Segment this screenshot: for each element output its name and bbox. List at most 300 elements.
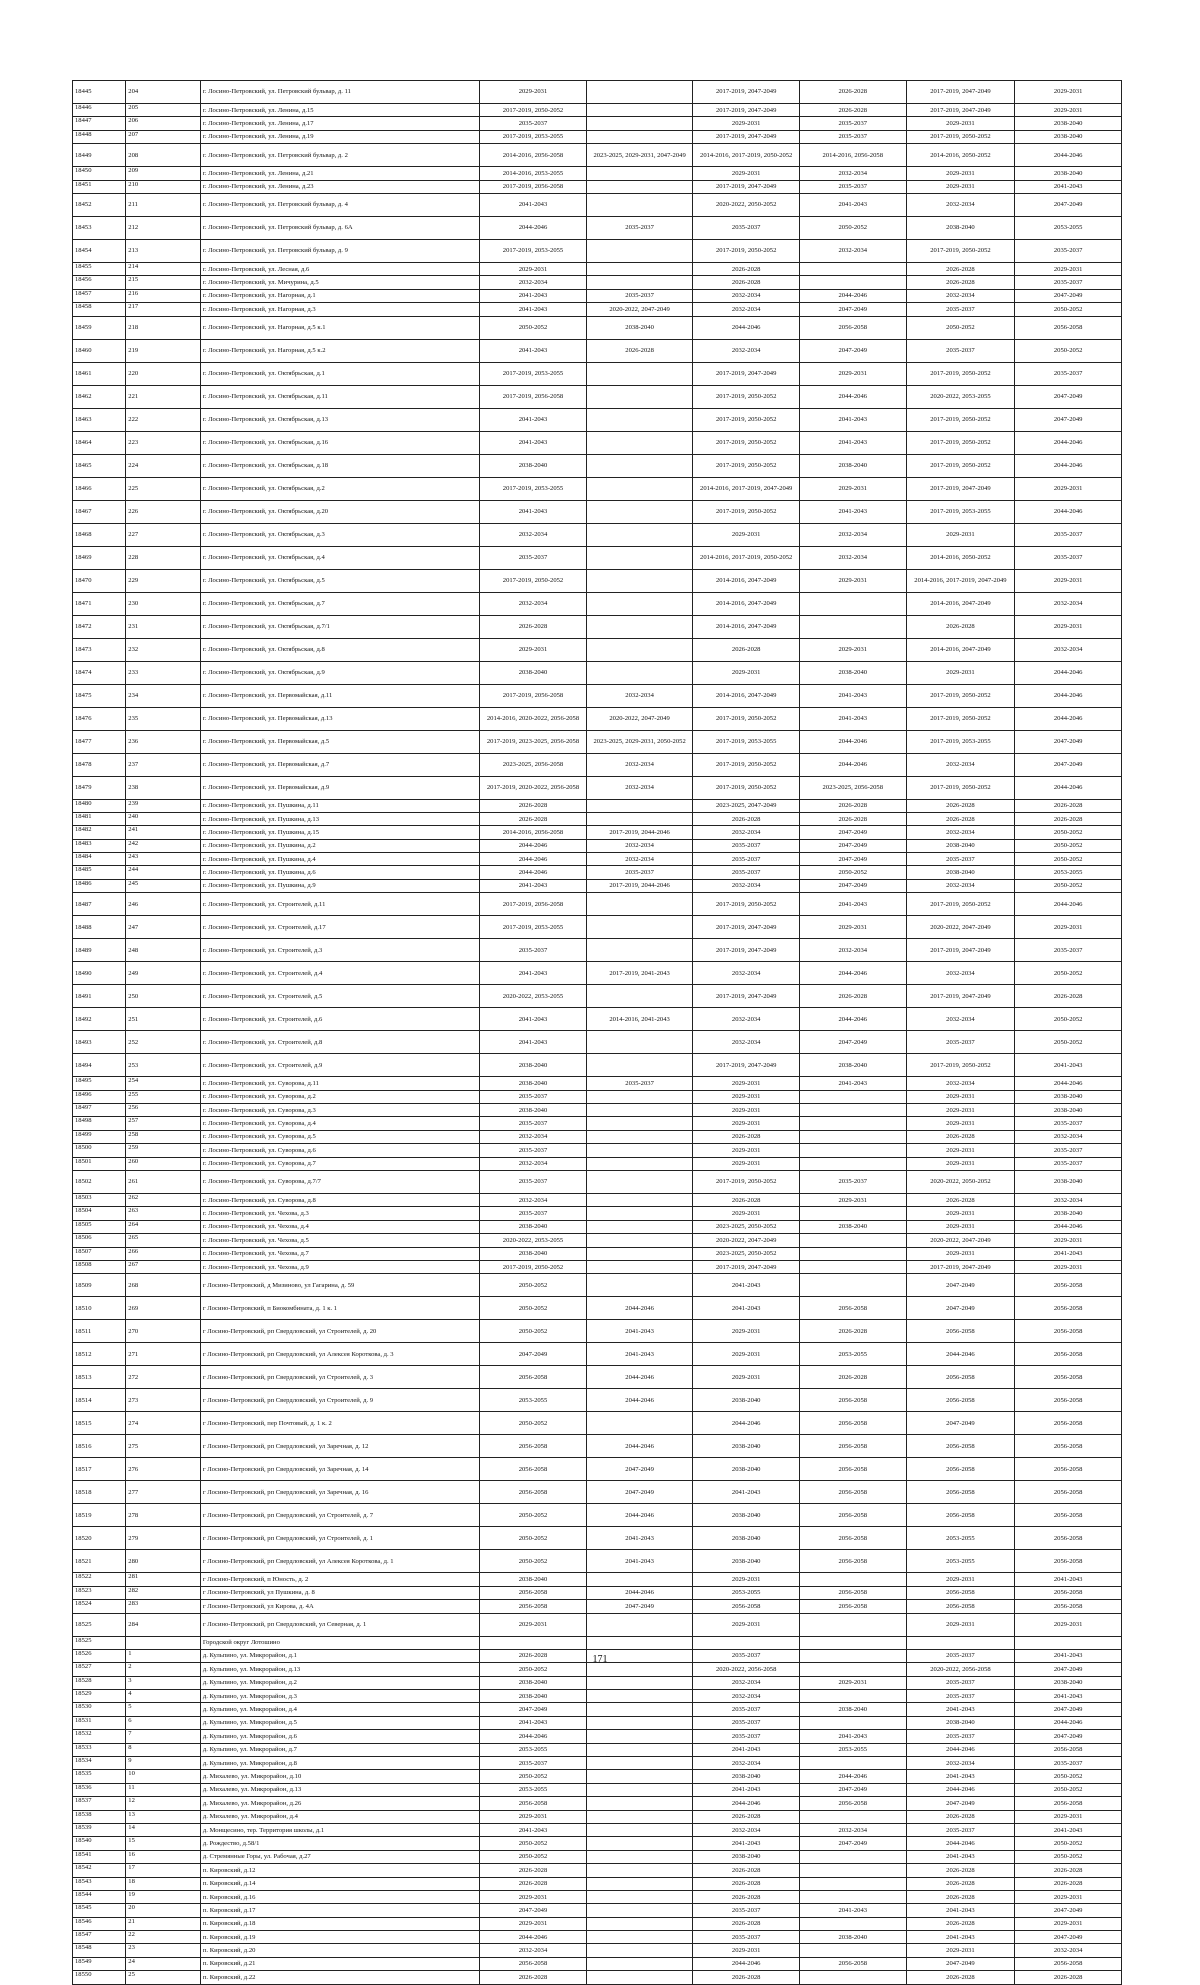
period-cell-2: 2041-2043 bbox=[586, 1550, 693, 1573]
item-number-cell: 12 bbox=[126, 1797, 201, 1810]
row-number-cell: 18510 bbox=[73, 1297, 126, 1320]
row-number-cell: 18505 bbox=[73, 1220, 126, 1233]
address-cell: г. Лосино-Петровский, ул. Пушкина, д.13 bbox=[200, 812, 479, 825]
period-cell-1: 2017-2019, 2020-2022, 2056-2058 bbox=[480, 776, 587, 799]
period-cell-2: 2017-2019, 2041-2043 bbox=[586, 962, 693, 985]
period-cell-5: 2020-2022, 2047-2049 bbox=[906, 916, 1015, 939]
period-cell-3: 2020-2022, 2056-2058 bbox=[693, 1663, 800, 1676]
item-number-cell: 226 bbox=[126, 500, 201, 523]
period-cell-4: 2041-2043 bbox=[799, 500, 906, 523]
address-cell: г. Лосино-Петровский, ул. Октябрьская, д.4 bbox=[200, 546, 479, 569]
period-cell-5: 2017-2019, 2047-2049 bbox=[906, 939, 1015, 962]
address-cell: п. Кировский, д.14 bbox=[200, 1877, 479, 1890]
address-cell: г. Лосино-Петровский, ул. Первомайская, д.11 bbox=[200, 684, 479, 707]
row-number-cell: 18536 bbox=[73, 1783, 126, 1796]
period-cell-2: 2032-2034 bbox=[586, 853, 693, 866]
table-row bbox=[73, 1600, 1122, 1613]
row-number-cell: 18446 bbox=[73, 104, 126, 117]
period-cell-2: 2032-2034 bbox=[586, 684, 693, 707]
period-cell-3: 2035-2037 bbox=[693, 1649, 800, 1662]
address-cell: г Лосино-Петровский, п Юность, д. 2 bbox=[200, 1573, 479, 1586]
table-row bbox=[73, 684, 1122, 707]
address-cell: г. Лосино-Петровский, ул. Пушкина, д.15 bbox=[200, 826, 479, 839]
period-cell-5: 2038-2040 bbox=[906, 216, 1015, 239]
period-cell-4: 2023-2025, 2056-2058 bbox=[799, 776, 906, 799]
period-cell-3: 2038-2040 bbox=[693, 1435, 800, 1458]
period-cell-4: 2053-2055 bbox=[799, 1343, 906, 1366]
table-row bbox=[73, 1458, 1122, 1481]
period-cell-6: 2029-2031 bbox=[1015, 477, 1122, 500]
document-sheet bbox=[72, 80, 1122, 1985]
period-cell-1: 2056-2058 bbox=[480, 1797, 587, 1810]
row-number-cell: 18461 bbox=[73, 362, 126, 385]
period-cell-6: 2029-2031 bbox=[1015, 1917, 1122, 1930]
period-cell-1: 2041-2043 bbox=[480, 193, 587, 216]
period-cell-1: 2020-2022, 2053-2055 bbox=[480, 985, 587, 1008]
period-cell-4: 2047-2049 bbox=[799, 879, 906, 892]
item-number-cell: 260 bbox=[126, 1157, 201, 1170]
period-cell-1: 2035-2037 bbox=[480, 1207, 587, 1220]
period-cell-3: 2035-2037 bbox=[693, 1730, 800, 1743]
row-number-cell: 18548 bbox=[73, 1944, 126, 1957]
period-cell-4: 2038-2040 bbox=[799, 1054, 906, 1077]
address-cell: г. Лосино-Петровский, ул. Чехова, д.7 bbox=[200, 1247, 479, 1260]
item-number-cell: 211 bbox=[126, 193, 201, 216]
item-number-cell: 224 bbox=[126, 454, 201, 477]
table-row bbox=[73, 812, 1122, 825]
table-row bbox=[73, 569, 1122, 592]
row-number-cell: 18463 bbox=[73, 408, 126, 431]
period-cell-5: 2026-2028 bbox=[906, 262, 1015, 275]
period-cell-4: 2047-2049 bbox=[799, 303, 906, 316]
period-cell-3: 2017-2019, 2050-2052 bbox=[693, 753, 800, 776]
period-cell-2 bbox=[586, 180, 693, 193]
period-cell-6: 2050-2052 bbox=[1015, 879, 1122, 892]
item-number-cell: 254 bbox=[126, 1077, 201, 1090]
item-number-cell: 273 bbox=[126, 1389, 201, 1412]
period-cell-4: 2044-2046 bbox=[799, 730, 906, 753]
period-cell-2: 2023-2025, 2029-2031, 2047-2049 bbox=[586, 144, 693, 167]
period-cell-1: 2038-2040 bbox=[480, 1104, 587, 1117]
period-cell-2: 2020-2022, 2047-2049 bbox=[586, 707, 693, 730]
period-cell-6: 2047-2049 bbox=[1015, 753, 1122, 776]
period-cell-5: 2032-2034 bbox=[906, 826, 1015, 839]
period-cell-3: 2029-2031 bbox=[693, 1207, 800, 1220]
row-number-cell: 18493 bbox=[73, 1031, 126, 1054]
period-cell-3: 2017-2019, 2050-2052 bbox=[693, 408, 800, 431]
period-cell-4: 2047-2049 bbox=[799, 839, 906, 852]
item-number-cell: 237 bbox=[126, 753, 201, 776]
period-cell-2 bbox=[586, 1944, 693, 1957]
period-cell-5: 2038-2040 bbox=[906, 839, 1015, 852]
item-number-cell: 232 bbox=[126, 638, 201, 661]
period-cell-1: 2014-2016, 2056-2058 bbox=[480, 144, 587, 167]
period-cell-2 bbox=[586, 385, 693, 408]
period-cell-3: 2032-2034 bbox=[693, 1031, 800, 1054]
address-cell: г. Лосино-Петровский, ул. Строителей, д.3 bbox=[200, 939, 479, 962]
address-cell: д. Кульпино, ул. Микрорайон, д.2 bbox=[200, 1676, 479, 1689]
period-cell-3: 2017-2019, 2047-2049 bbox=[693, 985, 800, 1008]
address-cell: г Лосино-Петровский, пер Почтовый, д. 1 к. 2 bbox=[200, 1412, 479, 1435]
table-row bbox=[73, 707, 1122, 730]
period-cell-5: 2029-2031 bbox=[906, 167, 1015, 180]
period-cell-3: 2029-2031 bbox=[693, 1944, 800, 1957]
period-cell-4: 2026-2028 bbox=[799, 799, 906, 812]
period-cell-2 bbox=[586, 1412, 693, 1435]
period-cell-2: 2032-2034 bbox=[586, 776, 693, 799]
address-cell: д. Монщесино, тер. Территория школы, д.1 bbox=[200, 1823, 479, 1836]
table-row bbox=[73, 1343, 1122, 1366]
period-cell-3: 2044-2046 bbox=[693, 1957, 800, 1970]
period-cell-6: 2050-2052 bbox=[1015, 1770, 1122, 1783]
address-cell: г Лосино-Петровский, ул Пушкина, д. 8 bbox=[200, 1586, 479, 1599]
table-row bbox=[73, 303, 1122, 316]
row-number-cell: 18521 bbox=[73, 1550, 126, 1573]
period-cell-6: 2032-2034 bbox=[1015, 1193, 1122, 1206]
period-cell-4: 2056-2058 bbox=[799, 1412, 906, 1435]
period-cell-1: 2047-2049 bbox=[480, 1343, 587, 1366]
table-row bbox=[73, 1144, 1122, 1157]
period-cell-3: 2026-2028 bbox=[693, 1971, 800, 1984]
period-cell-3: 2056-2058 bbox=[693, 1600, 800, 1613]
table-row bbox=[73, 1757, 1122, 1770]
period-cell-3: 2017-2019, 2047-2049 bbox=[693, 916, 800, 939]
row-number-cell: 18487 bbox=[73, 893, 126, 916]
table-row bbox=[73, 1481, 1122, 1504]
item-number-cell: 15 bbox=[126, 1837, 201, 1850]
period-cell-3: 2032-2034 bbox=[693, 879, 800, 892]
period-cell-1: 2014-2016, 2020-2022, 2056-2058 bbox=[480, 707, 587, 730]
address-cell: г. Лосино-Петровский, ул. Октябрьская, д.8 bbox=[200, 638, 479, 661]
period-cell-3: 2032-2034 bbox=[693, 1757, 800, 1770]
address-cell: г. Лосино-Петровский, ул. Октябрьская, д.5 bbox=[200, 569, 479, 592]
period-cell-3: 2035-2037 bbox=[693, 839, 800, 852]
period-cell-6: 2050-2052 bbox=[1015, 1783, 1122, 1796]
table-row bbox=[73, 1904, 1122, 1917]
period-cell-1: 2041-2043 bbox=[480, 289, 587, 302]
period-cell-3: 2026-2028 bbox=[693, 638, 800, 661]
row-number-cell: 18469 bbox=[73, 546, 126, 569]
row-number-cell: 18537 bbox=[73, 1797, 126, 1810]
period-cell-1: 2041-2043 bbox=[480, 879, 587, 892]
period-cell-2 bbox=[586, 1031, 693, 1054]
period-cell-2: 2032-2034 bbox=[586, 839, 693, 852]
period-cell-5: 2017-2019, 2050-2052 bbox=[906, 130, 1015, 143]
table-row bbox=[73, 117, 1122, 130]
item-number-cell: 10 bbox=[126, 1770, 201, 1783]
address-cell: г. Лосино-Петровский, ул. Октябрьская, д.20 bbox=[200, 500, 479, 523]
period-cell-5: 2029-2031 bbox=[906, 1220, 1015, 1233]
period-cell-6: 2056-2058 bbox=[1015, 1957, 1122, 1970]
period-cell-6: 2050-2052 bbox=[1015, 826, 1122, 839]
period-cell-4 bbox=[799, 1144, 906, 1157]
address-cell: Городской округ Лотошино bbox=[200, 1636, 479, 1649]
period-cell-4: 2041-2043 bbox=[799, 408, 906, 431]
period-cell-3 bbox=[693, 1636, 800, 1649]
period-cell-4: 2029-2031 bbox=[799, 362, 906, 385]
item-number-cell: 230 bbox=[126, 592, 201, 615]
period-cell-5: 2041-2043 bbox=[906, 1703, 1015, 1716]
period-cell-5: 2032-2034 bbox=[906, 193, 1015, 216]
item-number-cell: 256 bbox=[126, 1104, 201, 1117]
table-row bbox=[73, 962, 1122, 985]
table-row bbox=[73, 546, 1122, 569]
period-cell-1: 2050-2052 bbox=[480, 1297, 587, 1320]
period-cell-2 bbox=[586, 1676, 693, 1689]
period-cell-4: 2029-2031 bbox=[799, 1193, 906, 1206]
row-number-cell: 18527 bbox=[73, 1663, 126, 1676]
address-cell: г Лосино-Петровский, п Биокомбината, д. 1 к. 1 bbox=[200, 1297, 479, 1320]
period-cell-4 bbox=[799, 1864, 906, 1877]
period-cell-4: 2056-2058 bbox=[799, 1504, 906, 1527]
period-cell-2 bbox=[586, 1716, 693, 1729]
period-cell-4: 2041-2043 bbox=[799, 431, 906, 454]
period-cell-3: 2032-2034 bbox=[693, 1823, 800, 1836]
item-number-cell: 240 bbox=[126, 812, 201, 825]
table-row bbox=[73, 1550, 1122, 1573]
period-cell-3: 2041-2043 bbox=[693, 1837, 800, 1850]
table-row bbox=[73, 500, 1122, 523]
period-cell-2: 2035-2037 bbox=[586, 289, 693, 302]
period-cell-1: 2050-2052 bbox=[480, 1274, 587, 1297]
period-cell-2 bbox=[586, 1864, 693, 1877]
period-cell-2 bbox=[586, 1743, 693, 1756]
period-cell-1: 2053-2055 bbox=[480, 1389, 587, 1412]
row-number-cell: 18495 bbox=[73, 1077, 126, 1090]
period-cell-1: 2041-2043 bbox=[480, 1716, 587, 1729]
period-cell-1: 2026-2028 bbox=[480, 799, 587, 812]
period-cell-6: 2050-2052 bbox=[1015, 1031, 1122, 1054]
period-cell-1: 2056-2058 bbox=[480, 1481, 587, 1504]
row-number-cell: 18471 bbox=[73, 592, 126, 615]
item-number-cell: 246 bbox=[126, 893, 201, 916]
period-cell-5: 2035-2037 bbox=[906, 1690, 1015, 1703]
period-cell-3: 2035-2037 bbox=[693, 853, 800, 866]
period-cell-2 bbox=[586, 939, 693, 962]
period-cell-3: 2023-2025, 2050-2052 bbox=[693, 1220, 800, 1233]
address-cell: г. Лосино-Петровский, ул. Октябрьская, д.3 bbox=[200, 523, 479, 546]
address-cell: г. Лосино-Петровский, ул. Петровский бульвар, д. 9 bbox=[200, 239, 479, 262]
row-number-cell: 18473 bbox=[73, 638, 126, 661]
address-cell: г Лосино-Петровский, рп Свердловский, ул Заречная, д. 14 bbox=[200, 1458, 479, 1481]
period-cell-6: 2056-2058 bbox=[1015, 1412, 1122, 1435]
row-number-cell: 18488 bbox=[73, 916, 126, 939]
period-cell-6: 2044-2046 bbox=[1015, 707, 1122, 730]
period-cell-6: 2056-2058 bbox=[1015, 1481, 1122, 1504]
item-number-cell: 266 bbox=[126, 1247, 201, 1260]
period-cell-6: 2044-2046 bbox=[1015, 776, 1122, 799]
period-cell-6: 2050-2052 bbox=[1015, 339, 1122, 362]
period-cell-2 bbox=[586, 1220, 693, 1233]
period-cell-3: 2023-2025, 2050-2052 bbox=[693, 1247, 800, 1260]
period-cell-6: 2044-2046 bbox=[1015, 454, 1122, 477]
period-cell-6: 2035-2037 bbox=[1015, 362, 1122, 385]
address-cell: г. Лосино-Петровский, ул. Нагорная, д.5 к.1 bbox=[200, 316, 479, 339]
period-cell-1: 2032-2034 bbox=[480, 1130, 587, 1143]
item-number-cell: 212 bbox=[126, 216, 201, 239]
period-cell-2 bbox=[586, 812, 693, 825]
period-cell-2 bbox=[586, 1234, 693, 1247]
period-cell-5: 2020-2022, 2056-2058 bbox=[906, 1663, 1015, 1676]
row-number-cell: 18456 bbox=[73, 276, 126, 289]
address-cell: г. Лосино-Петровский, ул. Суворова, д.7/7 bbox=[200, 1170, 479, 1193]
period-cell-5: 2017-2019, 2053-2055 bbox=[906, 500, 1015, 523]
period-cell-3: 2020-2022, 2050-2052 bbox=[693, 193, 800, 216]
address-cell: д. Кульпино, ул. Микрорайон, д.4 bbox=[200, 1703, 479, 1716]
table-row bbox=[73, 592, 1122, 615]
period-cell-1: 2041-2043 bbox=[480, 1823, 587, 1836]
address-cell: г. Лосино-Петровский, ул. Строителей, д.8 bbox=[200, 1031, 479, 1054]
period-cell-6: 2029-2031 bbox=[1015, 104, 1122, 117]
period-cell-1: 2038-2040 bbox=[480, 661, 587, 684]
period-cell-4: 2038-2040 bbox=[799, 1220, 906, 1233]
period-cell-3: 2041-2043 bbox=[693, 1297, 800, 1320]
period-cell-2 bbox=[586, 638, 693, 661]
row-number-cell: 18458 bbox=[73, 303, 126, 316]
row-number-cell: 18457 bbox=[73, 289, 126, 302]
table-row bbox=[73, 1573, 1122, 1586]
period-cell-5: 2029-2031 bbox=[906, 1090, 1015, 1103]
period-cell-4: 2056-2058 bbox=[799, 1389, 906, 1412]
item-number-cell: 280 bbox=[126, 1550, 201, 1573]
period-cell-6: 2044-2046 bbox=[1015, 1716, 1122, 1729]
period-cell-4: 2038-2040 bbox=[799, 1931, 906, 1944]
period-cell-5: 2035-2037 bbox=[906, 1823, 1015, 1836]
address-cell: г. Лосино-Петровский, ул. Суворова, д.11 bbox=[200, 1077, 479, 1090]
period-cell-6: 2035-2037 bbox=[1015, 276, 1122, 289]
period-cell-5: 2035-2037 bbox=[906, 1649, 1015, 1662]
row-number-cell: 18454 bbox=[73, 239, 126, 262]
table-row bbox=[73, 180, 1122, 193]
period-cell-6: 2029-2031 bbox=[1015, 1890, 1122, 1903]
table-row bbox=[73, 144, 1122, 167]
period-cell-1: 2044-2046 bbox=[480, 866, 587, 879]
period-cell-3: 2017-2019, 2050-2052 bbox=[693, 431, 800, 454]
table-row bbox=[73, 408, 1122, 431]
period-cell-1: 2056-2058 bbox=[480, 1600, 587, 1613]
period-cell-1: 2032-2034 bbox=[480, 1193, 587, 1206]
period-cell-4 bbox=[799, 1613, 906, 1636]
period-cell-5: 2020-2022, 2047-2049 bbox=[906, 1234, 1015, 1247]
period-cell-6: 2050-2052 bbox=[1015, 1008, 1122, 1031]
row-number-cell: 18452 bbox=[73, 193, 126, 216]
period-cell-5: 2035-2037 bbox=[906, 303, 1015, 316]
period-cell-6: 2047-2049 bbox=[1015, 730, 1122, 753]
period-cell-4: 2038-2040 bbox=[799, 1703, 906, 1716]
period-cell-6: 2047-2049 bbox=[1015, 1663, 1122, 1676]
period-cell-5: 2026-2028 bbox=[906, 1917, 1015, 1930]
row-number-cell: 18542 bbox=[73, 1864, 126, 1877]
period-cell-3: 2014-2016, 2047-2049 bbox=[693, 615, 800, 638]
period-cell-2 bbox=[586, 454, 693, 477]
row-number-cell: 18499 bbox=[73, 1130, 126, 1143]
table-row bbox=[73, 799, 1122, 812]
address-cell: г. Лосино-Петровский, ул. Строителей, д.17 bbox=[200, 916, 479, 939]
table-row bbox=[73, 477, 1122, 500]
period-cell-6: 2050-2052 bbox=[1015, 1837, 1122, 1850]
row-number-cell: 18479 bbox=[73, 776, 126, 799]
row-number-cell: 18462 bbox=[73, 385, 126, 408]
period-cell-4: 2035-2037 bbox=[799, 180, 906, 193]
row-number-cell: 18502 bbox=[73, 1170, 126, 1193]
period-cell-2 bbox=[586, 1890, 693, 1903]
address-cell: г. Лосино-Петровский, ул. Пушкина, д.2 bbox=[200, 839, 479, 852]
period-cell-5: 2014-2016, 2050-2052 bbox=[906, 144, 1015, 167]
item-number-cell: 251 bbox=[126, 1008, 201, 1031]
item-number-cell: 245 bbox=[126, 879, 201, 892]
period-cell-2: 2044-2046 bbox=[586, 1504, 693, 1527]
period-cell-4: 2050-2052 bbox=[799, 866, 906, 879]
period-cell-5: 2017-2019, 2050-2052 bbox=[906, 239, 1015, 262]
period-cell-4: 2056-2058 bbox=[799, 316, 906, 339]
period-cell-5: 2026-2028 bbox=[906, 1864, 1015, 1877]
item-number-cell: 242 bbox=[126, 839, 201, 852]
row-number-cell: 18489 bbox=[73, 939, 126, 962]
period-cell-5: 2056-2058 bbox=[906, 1600, 1015, 1613]
period-cell-6: 2035-2037 bbox=[1015, 239, 1122, 262]
period-cell-2 bbox=[586, 276, 693, 289]
period-cell-3: 2041-2043 bbox=[693, 1274, 800, 1297]
address-cell: г. Лосино-Петровский, ул. Первомайская, д.5 bbox=[200, 730, 479, 753]
period-cell-3: 2020-2022, 2047-2049 bbox=[693, 1234, 800, 1247]
row-number-cell: 18508 bbox=[73, 1260, 126, 1273]
period-cell-6: 2050-2052 bbox=[1015, 839, 1122, 852]
period-cell-6: 2044-2046 bbox=[1015, 684, 1122, 707]
row-number-cell: 18514 bbox=[73, 1389, 126, 1412]
row-number-cell: 18512 bbox=[73, 1343, 126, 1366]
address-cell: п. Кировский, д.21 bbox=[200, 1957, 479, 1970]
table-row bbox=[73, 1130, 1122, 1143]
address-cell: г Лосино-Петровский, рп Свердловский, ул Заречная, д. 16 bbox=[200, 1481, 479, 1504]
period-cell-1: 2056-2058 bbox=[480, 1957, 587, 1970]
period-cell-5: 2017-2019, 2047-2049 bbox=[906, 985, 1015, 1008]
period-cell-1: 2017-2019, 2050-2052 bbox=[480, 569, 587, 592]
period-cell-1: 2026-2028 bbox=[480, 615, 587, 638]
row-number-cell: 18451 bbox=[73, 180, 126, 193]
period-cell-1: 2032-2034 bbox=[480, 276, 587, 289]
address-cell: п. Кировский, д.17 bbox=[200, 1904, 479, 1917]
period-cell-1: 2038-2040 bbox=[480, 1054, 587, 1077]
address-cell: г. Лосино-Петровский, ул. Октябрьская, д.7/1 bbox=[200, 615, 479, 638]
table-row bbox=[73, 262, 1122, 275]
period-cell-1: 2017-2019, 2053-2055 bbox=[480, 130, 587, 143]
period-cell-3: 2017-2019, 2050-2052 bbox=[693, 385, 800, 408]
table-row bbox=[73, 1716, 1122, 1729]
period-cell-6: 2056-2058 bbox=[1015, 1600, 1122, 1613]
period-cell-6: 2038-2040 bbox=[1015, 1676, 1122, 1689]
period-cell-2 bbox=[586, 1636, 693, 1649]
table-row bbox=[73, 985, 1122, 1008]
period-cell-3: 2026-2028 bbox=[693, 1864, 800, 1877]
period-cell-1: 2035-2037 bbox=[480, 1117, 587, 1130]
period-cell-2 bbox=[586, 615, 693, 638]
row-number-cell: 18475 bbox=[73, 684, 126, 707]
table-row bbox=[73, 523, 1122, 546]
period-cell-2 bbox=[586, 1957, 693, 1970]
period-cell-4: 2038-2040 bbox=[799, 454, 906, 477]
period-cell-5: 2029-2031 bbox=[906, 1144, 1015, 1157]
table-row bbox=[73, 193, 1122, 216]
row-number-cell: 18540 bbox=[73, 1837, 126, 1850]
item-number-cell: 249 bbox=[126, 962, 201, 985]
table-row bbox=[73, 1810, 1122, 1823]
row-number-cell: 18474 bbox=[73, 661, 126, 684]
period-cell-4: 2041-2043 bbox=[799, 1730, 906, 1743]
table-row bbox=[73, 431, 1122, 454]
period-cell-2 bbox=[586, 500, 693, 523]
period-cell-3: 2014-2016, 2017-2019, 2050-2052 bbox=[693, 144, 800, 167]
item-number-cell: 268 bbox=[126, 1274, 201, 1297]
